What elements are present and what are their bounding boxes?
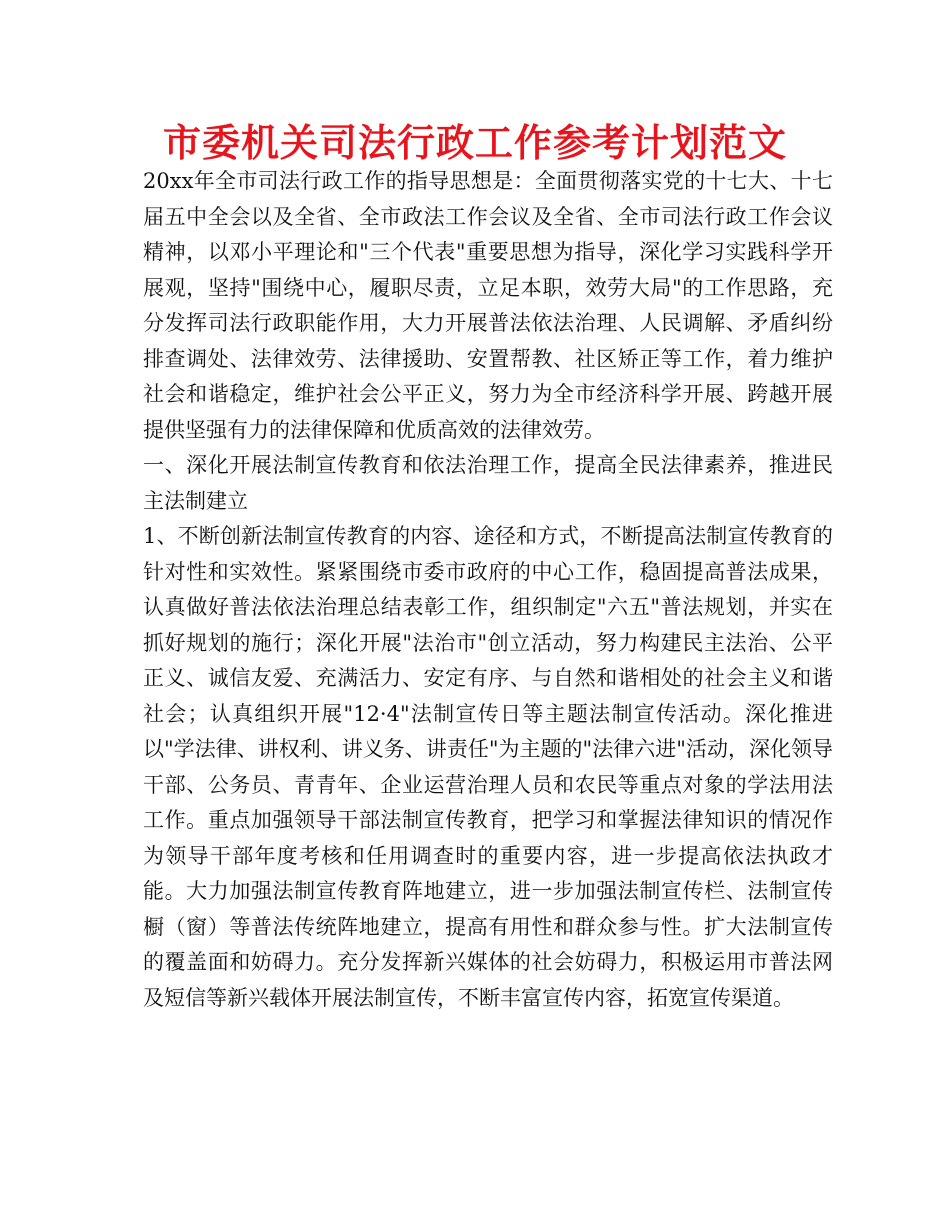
section-1-item-1-paragraph: 1、不断创新法制宣传教育的内容、途径和方式，不断提高法制宣传教育的针对性和实效性。紧紧围绕市委市政府的中心工作，稳固提高普法成果，认真做好普法依法治理总结表彰工作，组织制定"六五"普法规划，并实在抓好规划的施行；深化开展"法治市"创立活动，努力构建民主法治、公平正义、诚信友爱、充满活力、安定有序、与自然和谐相处的社会主义和谐社会；认真组织开展"12·4"法制宣传日等主题法制宣传活动。深化推进以"学法律、讲权利、讲义务、讲责任"为主题的"法律六进"活动，深化领导干部、公务员、青青年、企业运营治理人员和农民等重点对象的学法用法工作。重点加强领导干部法制宣传教育，把学习和掌握法律知识的情况作为领导干部年度考核和任用调查时的重要内容，进一步提高依法执政才能。大力加强法制宣传教育阵地建立，进一步加强法制宣传栏、法制宣传橱（窗）等普法传统阵地建立，提高有用性和群众参与性。扩大法制宣传的覆盖面和妨碍力。充分发挥新兴媒体的社会妨碍力，积极运用市普法网及短信等新兴载体开展法制宣传，不断丰富宣传内容，拓宽宣传渠道。 bbox=[143, 524, 833, 1010]
intro-paragraph: 20xx年全市司法行政工作的指导思想是：全面贯彻落实党的十七大、十七届五中全会以及全省、全市政法工作会议及全省、全市司法行政工作会议精神，以邓小平理论和"三个代表"重要思想为指导，深化学习实践科学开展观，坚持"围绕中心，履职尽责，立足本职，效劳大局"的工作思路，充分发挥司法行政职能作用，大力开展普法依法治理、人民调解、矛盾纠纷排查调处、法律效劳、法律援助、安置帮教、社区矫正等工作，着力维护社会和谐稳定，维护社会公平正义，努力为全市经济科学开展、跨越开展提供坚强有力的法律保障和优质高效的法律效劳。 bbox=[143, 169, 833, 442]
section-heading-1: 一、深化开展法制宣传教育和依法治理工作，提高全民法律素养，推进民主法制建立 bbox=[143, 453, 833, 513]
document-body bbox=[143, 164, 833, 1016]
document-title: 市委机关司法行政工作参考计划范文 bbox=[162, 121, 787, 165]
